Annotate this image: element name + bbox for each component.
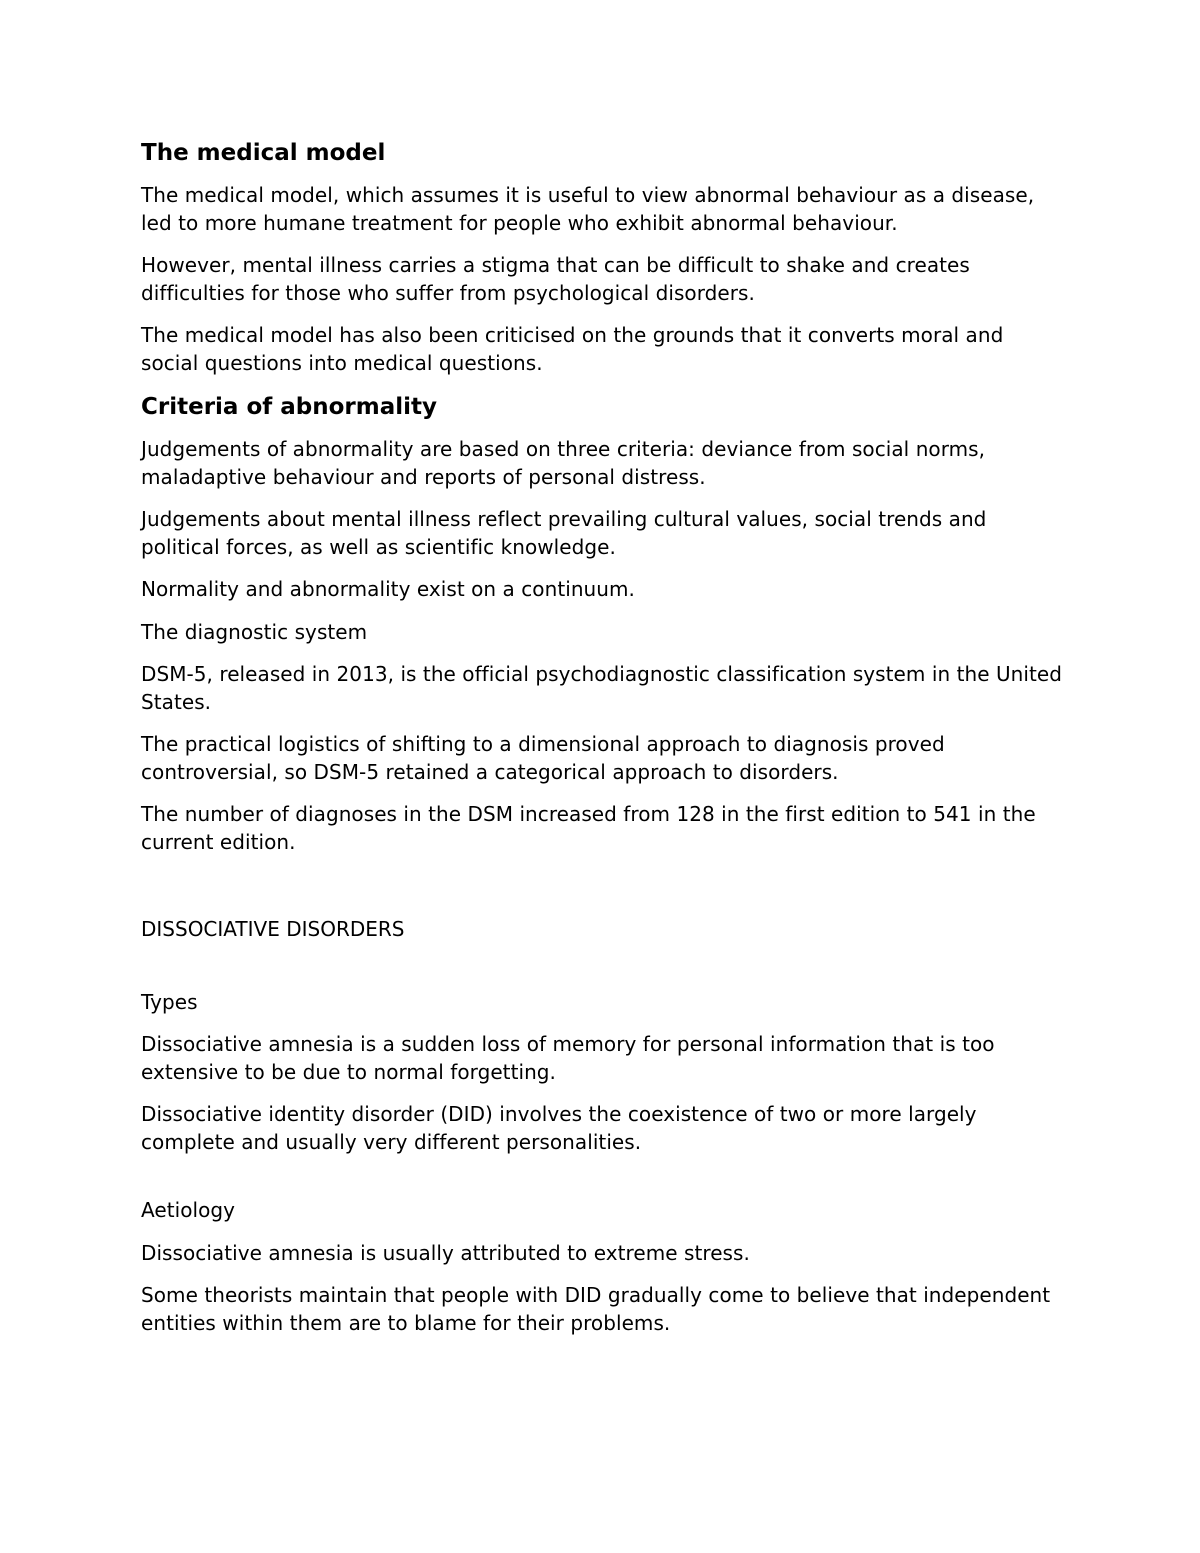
paragraph: DSM-5, released in 2013, is the official psychodiagnostic classification system in the United States. (141, 662, 1062, 714)
paragraph: Judgements about mental illness reflect prevailing cultural values, social trends and political forces, as well as scientific knowledge. (141, 507, 987, 559)
subheading-types: Types (141, 989, 198, 1014)
paragraph: However, mental illness carries a stigma that can be difficult to shake and creates difficulties for those who suffer from psychological disorders. (141, 253, 970, 305)
paragraph: The medical model has also been criticised on the grounds that it converts moral and social questions into medical questions. (141, 323, 1004, 375)
section-heading-medical-model: The medical model (141, 140, 386, 166)
paragraph: Dissociative identity disorder (DID) involves the coexistence of two or more largely complete and usually very different personalities. (141, 1102, 977, 1154)
paragraph: Judgements of abnormality are based on three criteria: deviance from social norms, maladaptive behaviour and reports of personal distress. (141, 437, 986, 489)
paragraph: The medical model, which assumes it is useful to view abnormal behaviour as a disease, led to more humane treatment for people who exhibit abnormal behaviour. (141, 183, 1035, 235)
paragraph: Normality and abnormality exist on a continuum. (141, 577, 635, 601)
section-heading-criteria: Criteria of abnormality (141, 394, 438, 420)
paragraph: Some theorists maintain that people with DID gradually come to believe that independent entities within them are to blame for their problems. (141, 1283, 1051, 1335)
paragraph: Dissociative amnesia is usually attributed to extreme stress. (141, 1240, 750, 1265)
paragraph: The practical logistics of shifting to a dimensional approach to diagnosis proved controversial, so DSM-5 retained a categorical approach to disorders. (141, 732, 945, 784)
section-heading-dissociative-disorders: DISSOCIATIVE DISORDERS (141, 917, 405, 941)
subheading-diagnostic-system: The diagnostic system (141, 619, 368, 644)
paragraph: Dissociative amnesia is a sudden loss of memory for personal information that is too extensive to be due to normal forgetting. (141, 1032, 995, 1084)
subheading-aetiology: Aetiology (141, 1198, 236, 1222)
paragraph: The number of diagnoses in the DSM increased from 128 in the first edition to 541 in the current edition. (141, 802, 1036, 854)
document-page (141, 138, 1066, 1352)
